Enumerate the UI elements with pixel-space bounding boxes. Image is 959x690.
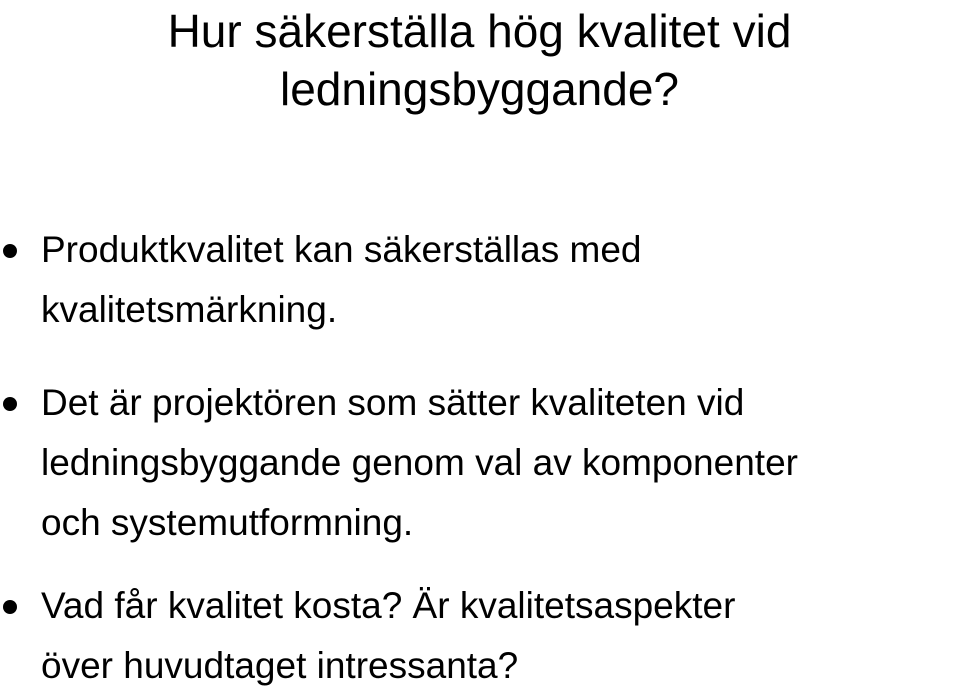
slide-title-line: Hur säkerställa hög kvalitet vid: [167, 5, 792, 57]
slide-title-line: ledningsbyggande?: [279, 63, 680, 115]
slide-title: [0, 2, 959, 118]
bullet-text: [41, 373, 798, 553]
bullet-line: ledningsbyggande genom val av komponenter: [41, 442, 798, 483]
bullet-line: kvalitetsmärkning.: [41, 289, 338, 330]
bullet-line: och systemutformning.: [41, 502, 414, 543]
bullet-dot-icon: [3, 244, 17, 258]
bullet-dot-icon: [3, 397, 17, 411]
bullet-line: Vad får kvalitet kosta? Är kvalitetsaspekter: [41, 585, 736, 626]
bullet-dot-icon: [3, 600, 17, 614]
bullet-line: över huvudtaget intressanta?: [41, 645, 519, 686]
bullet-text: [41, 576, 735, 690]
bullet-line: Det är projektören som sätter kvaliteten vid: [41, 382, 745, 423]
bullet-text: [41, 220, 642, 340]
bullet-line: Produktkvalitet kan säkerställas med: [41, 229, 642, 270]
